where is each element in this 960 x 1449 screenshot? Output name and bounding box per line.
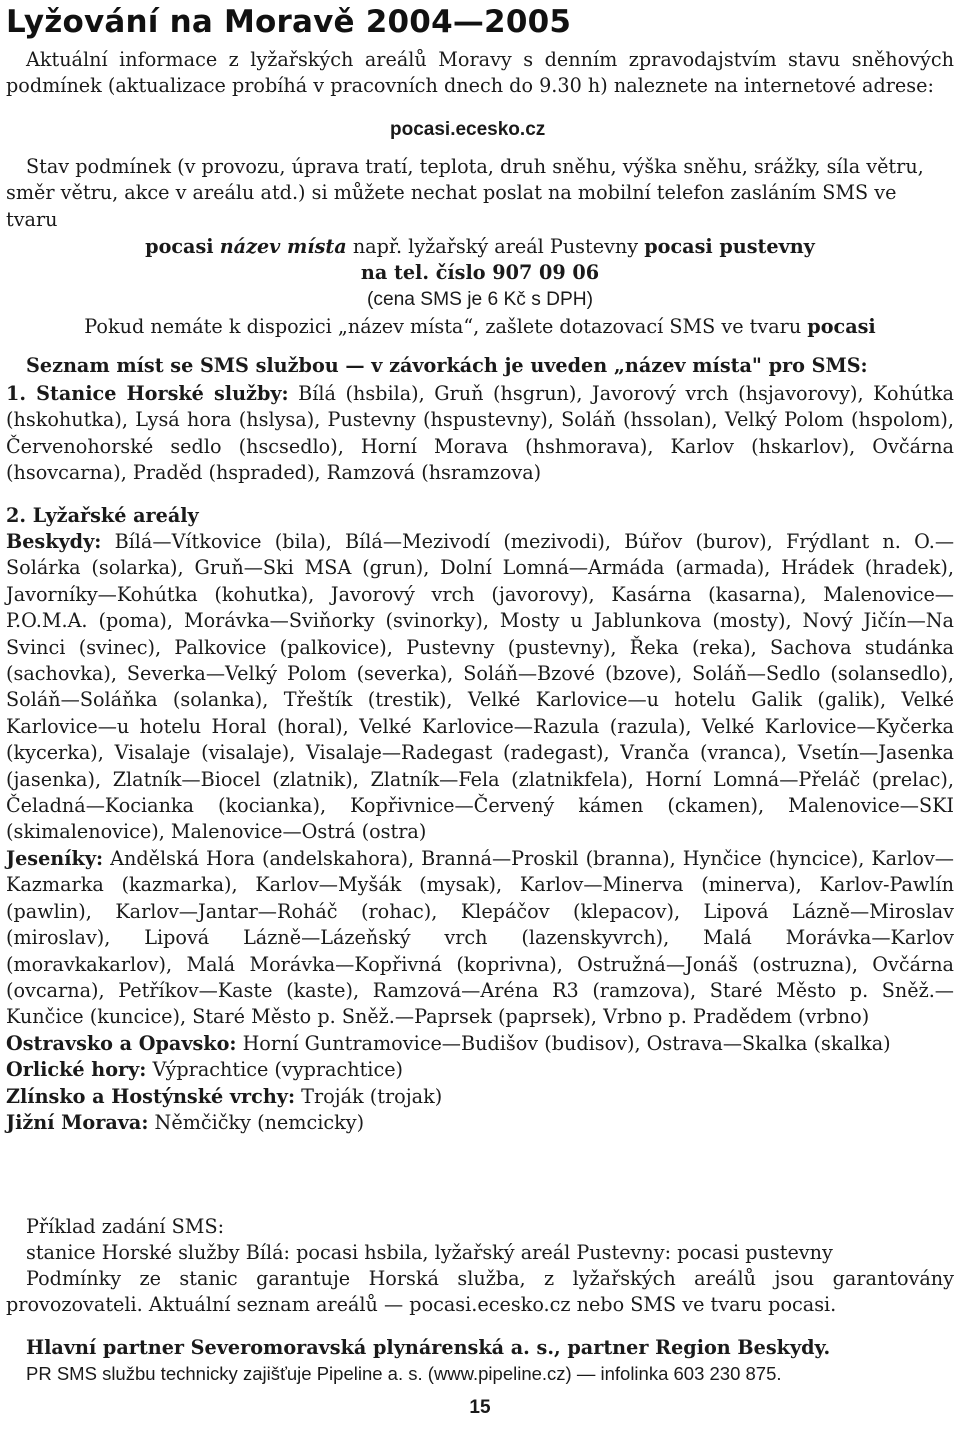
ostravsko-text: Horní Guntramovice—Budišov (budisov), Ostrava—Skalka (skalka): [242, 1031, 891, 1055]
page-number: 15: [469, 1397, 491, 1418]
pr-line: PR SMS službu technicky zajišťuje Pipeline a. s. (www.pipeline.cz) — infolinka 603 230 875.: [26, 1363, 782, 1384]
jeseniky-label: Jeseníky:: [6, 846, 104, 870]
jeseniky-paragraph: [6, 846, 954, 1031]
example-line: stanice Horské služby Bílá: pocasi hsbila, lyžařský areál Pustevny: pocasi pustevny: [26, 1241, 833, 1264]
sms-text: Stav podmínek (v provozu, úprava tratí, teplota, druh sněhu, výška sněhu, srážky, síla větru, směr větru, akce v areálu atd.) si můžete nechat poslat na mobilní telefon zasláním SMS ve tvaru: [6, 155, 924, 231]
jeseniky-text: Andělská Hora (andelskahora), Branná—Proskil (branna), Hynčice (hyncice), Karlov—Kazmarka (kazmarka), Karlov—Myšák (mysak), Karlov—Minerva (minerva), Karlov-Pawlín (pawlin), Karlov—Jantar—Roháč (rohac), Klepáčov (klepacov), Lipová Lázně—Miroslav (miroslav), Lipová Lázně—Lázeňský vrch (lazenskyvrch), Malá Morávka—Karlov (moravkakarlov), Malá Morávka—Kopřivná (koprivna), Ostružná—Jonáš (ostruzna), Ovčárna (ovcarna), Petříkov—Kaste (kaste), Ramzová—Aréna R3 (ramzova), Staré Město p. Sněž.—Kunčice (kuncice), Staré Město p. Sněž.—Paprsek (paprsek), Vrbno p. Pradědem (vrbno): [6, 846, 954, 1029]
section-2-body: [6, 529, 954, 1136]
jizni-morava-text: Němčičky (nemcicky): [154, 1110, 365, 1134]
sms-example-keyword: pocasi pustevny: [644, 235, 815, 258]
section-1-label: 1. Stanice Horské služby:: [6, 382, 289, 405]
zlinsko-text: Troják (trojak): [301, 1084, 443, 1108]
orlicke-paragraph: [6, 1057, 954, 1083]
beskydy-text: Bílá—Vítkovice (bila), Bílá—Mezivodí (mezivodi), Búřov (burov), Frýdlant n. O.—Solárka (solarka), Gruň—Ski MSA (grun), Dolní Lomná—Armáda (armada), Hrádek (hradek), Javorníky—Kohútka (kohutka), Javorový vrch (javorovy), Kasárna (kasarna), Malenovice—P.O.M.A. (poma), Morávka—Sviňorky (svinorky), Mosty u Jablunkova (mosty), Nový Jičín—Na Svinci (svinec), Palkovice (palkovice), Pustevny (pustevny), Řeka (reka), Sachova studánka (sachovka), Severka—Velký Polom (severka), Soláň—Bzové (bzove), Soláň—Sedlo (solansedlo), Soláň—Soláňka (solanka), Třeštík (trestik), Velké Karlovice—u hotelu Galik (galik), Velké Karlovice—u hotelu Horal (horal), Velké Karlovice—Razula (razula), Velké Karlovice—Kyčerka (kycerka), Visalaje (visalaje), Visalaje—Radegast (radegast), Vranča (vranca), Vsetín—Jasenka (jasenka), Zlatník—Biocel (zlatnik), Zlatník—Fela (zlatnikfela), Horní Lomná—Přeláč (prelac), Čeladná—Kocianka (kocianka), Kopřivnice—Červený kámen (ckamen), Malenovice—SKI (skimalenovice), Malenovice—Ostrá (ostra): [6, 530, 955, 844]
sms-price: (cena SMS je 6 Kč s DPH): [366, 289, 594, 310]
section-2-heading: 2. Lyžařské areály: [6, 504, 199, 527]
sms-format-line: [0, 234, 960, 260]
sms-keyword-pocasi: pocasi: [145, 235, 214, 258]
zlinsko-paragraph: [6, 1084, 954, 1110]
intro-url: pocasi.ecesko.cz: [390, 119, 546, 140]
example-heading: Příklad zadání SMS:: [26, 1215, 225, 1238]
intro-text: Aktuální informace z lyžařských areálů Moravy s denním zpravodajstvím stavu sněhových podmínek (aktualizace probíhá v pracovních dnech do 9.30 h) naleznete na internetové adrese:: [6, 48, 954, 98]
sms-phone-number: na tel. číslo 907 09 06: [360, 261, 600, 284]
list-heading: Seznam míst se SMS službou — v závorkách je uveden „název místa" pro SMS:: [26, 354, 868, 377]
jizni-morava-paragraph: [6, 1110, 954, 1136]
conditions-text: Podmínky ze stanic garantuje Horská služba, z lyžařských areálů jsou garantovány provozovateli. Aktuální seznam areálů — pocasi.ecesko.cz nebo SMS ve tvaru pocasi.: [6, 1267, 954, 1317]
jizni-morava-label: Jižní Morava:: [6, 1110, 149, 1134]
beskydy-paragraph: [6, 529, 954, 846]
orlicke-label: Orlické hory:: [6, 1058, 147, 1082]
conditions-paragraph: [6, 1266, 954, 1319]
beskydy-label: Beskydy:: [6, 530, 102, 553]
partner-line: Hlavní partner Severomoravská plynárenská a. s., partner Region Beskydy.: [26, 1336, 831, 1359]
sms-keyword-place: název místa: [219, 235, 347, 258]
section-1-text: Bílá (hsbila), Gruň (hsgrun), Javorový vrch (hsjavorovy), Kohútka (hskohutka), Lysá hora (hslysa), Pustevny (hspustevny), Soláň (hssolan), Velký Polom (hspolom), Červenohorské sedlo (hscsedlo), Horní Morava (hshmorava), Karlov (hskarlov), Ovčárna (hsovcarna), Praděd (hspraded), Ramzová (hsramzova): [6, 382, 954, 485]
sms-paragraph: [6, 154, 954, 233]
sms-example-text: např. lyžařský areál Pustevny: [352, 235, 639, 258]
page-title: Lyžování na Moravě 2004—2005: [6, 4, 572, 40]
orlicke-text: Výprachtice (vyprachtice): [152, 1058, 404, 1082]
zlinsko-label: Zlínsko a Hostýnské vrchy:: [6, 1084, 296, 1108]
sms-no-place-keyword: pocasi: [807, 315, 876, 338]
sms-no-place-text: Pokud nemáte k dispozici „název místa“, zašlete dotazovací SMS ve tvaru: [84, 315, 802, 338]
sms-no-place-line: [0, 314, 960, 340]
ostravsko-paragraph: [6, 1031, 954, 1057]
section-1-paragraph: [6, 381, 954, 487]
intro-paragraph: [6, 47, 954, 100]
ostravsko-label: Ostravsko a Opavsko:: [6, 1031, 237, 1055]
